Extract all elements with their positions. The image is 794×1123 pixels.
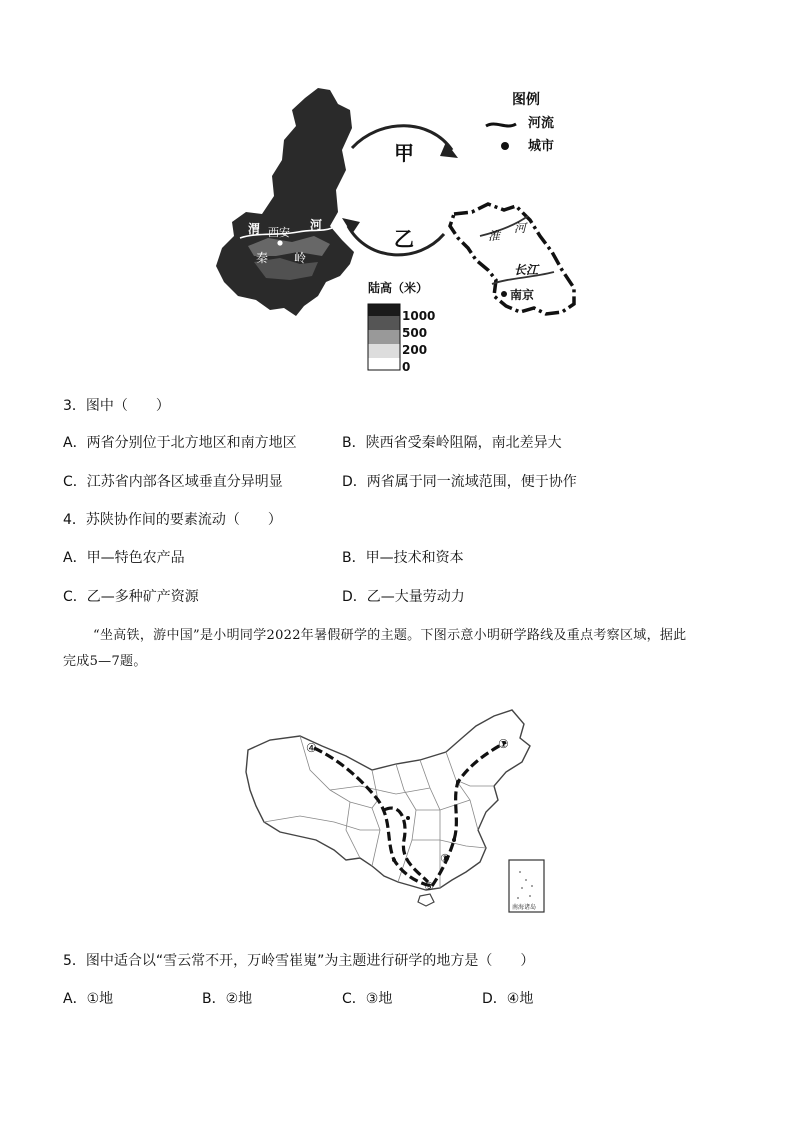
- xian-city-dot: [277, 240, 282, 245]
- intro-paragraph: [63, 623, 743, 675]
- q4-option-b[interactable]: B．甲—技术和资本: [342, 550, 464, 566]
- q3-option-c[interactable]: C．江苏省内部各区域垂直分异明显: [63, 474, 283, 490]
- weihe-label-2: 河: [310, 218, 323, 232]
- china-route-map: [0, 690, 794, 925]
- nanjing-city-dot: [501, 291, 507, 297]
- q3-option-a[interactable]: A．两省分别位于北方地区和南方地区: [63, 435, 297, 451]
- arrow-jia-label: 甲: [394, 141, 414, 165]
- q3-stem: 3．图中（ ）: [63, 398, 170, 414]
- china-outline: [246, 710, 530, 890]
- elevation-0: 0: [402, 360, 411, 374]
- changjiang-label: 长江: [514, 263, 539, 277]
- marker-1: ①: [498, 737, 509, 751]
- weihe-label-1: 渭: [248, 222, 261, 236]
- inset-label: 南海诸岛: [512, 904, 537, 911]
- marker-2: ②: [440, 852, 450, 865]
- legend-river-label: 河流: [528, 116, 555, 131]
- intro-line-2: 完成5—7题。: [63, 654, 147, 669]
- q3-option-b[interactable]: B．陕西省受秦岭阻隔，南北差异大: [342, 435, 562, 451]
- shaanxi-map: [216, 88, 354, 316]
- q4-stem: 4．苏陕协作间的要素流动（ ）: [63, 512, 282, 528]
- huaihe-label-1: 淮: [488, 229, 501, 243]
- q4-option-d[interactable]: D．乙—大量劳动力: [342, 589, 465, 605]
- marker-3: ③: [424, 880, 434, 893]
- arrow-yi-label: 乙: [394, 227, 414, 251]
- q4-option-a[interactable]: A．甲—特色农产品: [63, 550, 185, 566]
- q5-stem: 5．图中适合以“雪云常不开，万岭雪崔嵬”为主题进行研学的地方是（ ）: [63, 953, 535, 969]
- nanjing-label: 南京: [510, 288, 535, 302]
- qinling-label-2: 岭: [294, 251, 307, 265]
- q5-option-d[interactable]: D．④地: [482, 991, 534, 1007]
- q5-option-c[interactable]: C．③地: [342, 991, 393, 1007]
- elevation-1000: 1000: [402, 309, 436, 323]
- q5-option-b[interactable]: B．②地: [202, 991, 253, 1007]
- legend-city-label: 城市: [528, 139, 555, 154]
- legend-river-symbol: [486, 124, 516, 126]
- elevation-500: 500: [402, 326, 428, 340]
- q5-option-a[interactable]: A．①地: [63, 991, 114, 1007]
- qinling-label-1: 秦: [256, 251, 269, 265]
- marker-4: ④: [306, 741, 317, 755]
- legend-city-symbol: [501, 142, 509, 150]
- shaanxi-jiangsu-figure: [0, 0, 794, 380]
- xian-label: 西安: [268, 226, 290, 239]
- q4-option-c[interactable]: C．乙—多种矿产资源: [63, 589, 199, 605]
- q3-option-d[interactable]: D．两省属于同一流域范围，便于协作: [342, 474, 577, 490]
- elevation-title: 陆高（米）: [368, 281, 429, 295]
- elevation-200: 200: [402, 343, 428, 357]
- intro-line-1: “坐高铁，游中国”是小明同学2022年暑假研学的主题。下图示意小明研学路线及重点考察区域，据此: [93, 628, 687, 643]
- huaihe-label-2: 河: [514, 221, 527, 235]
- legend-title: 图例: [512, 92, 540, 108]
